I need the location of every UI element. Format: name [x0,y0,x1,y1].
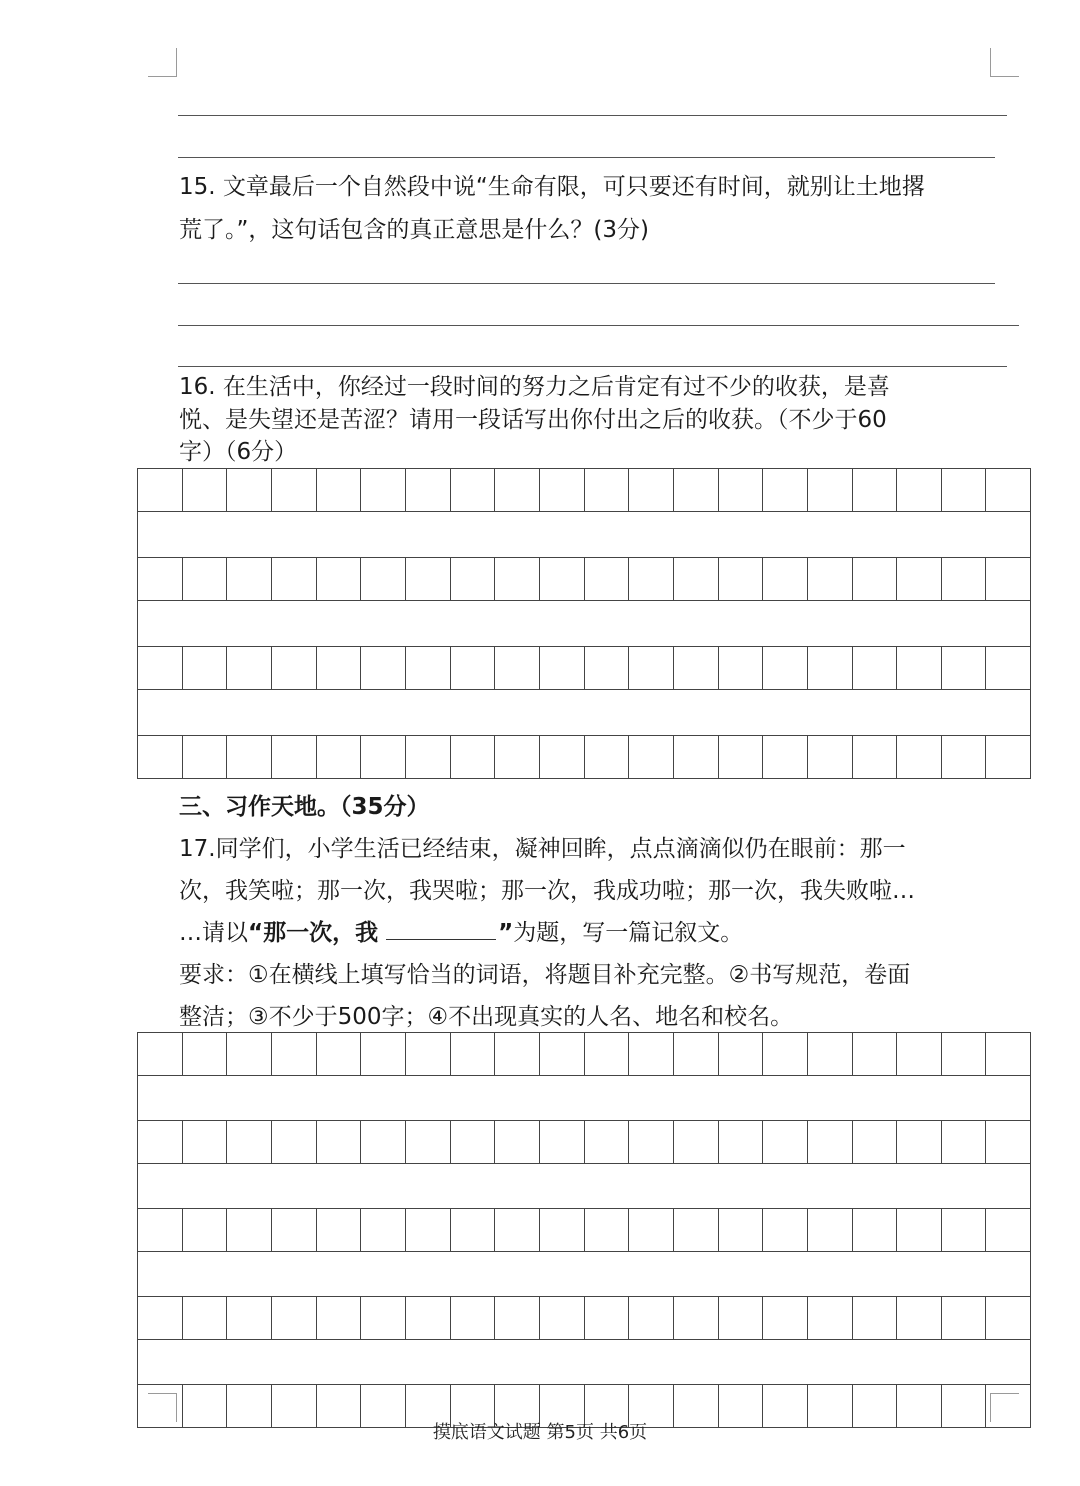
grid-cell[interactable] [942,1209,987,1251]
grid-cell[interactable] [674,736,719,778]
grid-cell[interactable] [763,1121,808,1163]
grid-cell[interactable] [361,1297,406,1339]
grid-cell[interactable] [585,647,630,689]
grid-cell[interactable] [853,1121,898,1163]
grid-cell[interactable] [138,1297,183,1339]
corner-mark-top-right [990,48,1019,77]
grid-cell[interactable] [808,647,853,689]
grid-cell[interactable] [897,1297,942,1339]
grid-cell-row[interactable] [137,468,1031,512]
grid-gap-row [137,512,1031,557]
grid-cell[interactable] [719,736,764,778]
grid-cell[interactable] [808,1121,853,1163]
grid-cell[interactable] [986,469,1030,511]
answer-line[interactable] [178,366,1007,367]
grid-cell[interactable] [719,558,764,600]
writing-grid-q16[interactable] [137,468,1031,779]
grid-cell-row[interactable] [137,557,1031,601]
grid-cell[interactable] [942,558,987,600]
grid-cell[interactable] [227,647,272,689]
grid-cell[interactable] [183,1033,228,1075]
grid-cell[interactable] [585,469,630,511]
grid-cell[interactable] [183,736,228,778]
grid-cell[interactable] [138,1209,183,1251]
grid-cell[interactable] [451,736,496,778]
grid-cell[interactable] [853,1297,898,1339]
grid-cell[interactable] [897,1033,942,1075]
grid-cell[interactable] [763,1033,808,1075]
grid-cell[interactable] [495,1209,540,1251]
grid-cell[interactable] [629,1033,674,1075]
grid-cell[interactable] [406,1121,451,1163]
question-15-line-1: 15. 文章最后一个自然段中说“生命有限，可只要还有时间，就别让土地撂 [179,174,925,200]
grid-cell[interactable] [986,1033,1030,1075]
grid-cell[interactable] [540,1121,585,1163]
grid-cell[interactable] [719,1297,764,1339]
grid-cell[interactable] [585,1297,630,1339]
grid-cell[interactable] [540,558,585,600]
grid-cell[interactable] [674,647,719,689]
grid-cell[interactable] [808,558,853,600]
grid-cell[interactable] [317,558,362,600]
grid-cell[interactable] [361,647,406,689]
grid-cell[interactable] [674,469,719,511]
essay-title-quote-end: ” [498,920,514,946]
grid-cell[interactable] [986,1121,1030,1163]
grid-cell[interactable] [942,1033,987,1075]
grid-cell[interactable] [406,1209,451,1251]
grid-cell[interactable] [272,1209,317,1251]
answer-line[interactable] [178,157,995,158]
grid-cell[interactable] [674,1209,719,1251]
grid-cell[interactable] [629,558,674,600]
grid-cell[interactable] [897,647,942,689]
grid-cell[interactable] [808,469,853,511]
grid-cell[interactable] [495,647,540,689]
grid-cell[interactable] [406,1297,451,1339]
grid-cell[interactable] [361,1209,406,1251]
grid-cell[interactable] [272,1121,317,1163]
grid-cell[interactable] [495,558,540,600]
grid-cell[interactable] [361,736,406,778]
grid-cell[interactable] [451,647,496,689]
answer-line[interactable] [178,283,995,284]
grid-cell[interactable] [406,647,451,689]
grid-cell[interactable] [808,1033,853,1075]
grid-cell[interactable] [361,469,406,511]
grid-cell[interactable] [361,1121,406,1163]
grid-cell[interactable] [138,647,183,689]
grid-cell[interactable] [540,1209,585,1251]
question-16-line-2: 悦、是失望还是苦涩？请用一段话写出你付出之后的收获。（不少于60 [179,407,887,433]
grid-cell[interactable] [272,558,317,600]
grid-cell[interactable] [629,736,674,778]
question-16-line-1: 16. 在生活中，你经过一段时间的努力之后肯定有过不少的收获，是喜 [179,374,890,400]
grid-cell[interactable] [317,647,362,689]
grid-cell[interactable] [227,1297,272,1339]
grid-cell[interactable] [227,736,272,778]
grid-cell[interactable] [317,1297,362,1339]
grid-cell[interactable] [272,1297,317,1339]
grid-cell[interactable] [495,736,540,778]
grid-cell[interactable] [808,1297,853,1339]
grid-cell[interactable] [674,1033,719,1075]
grid-cell[interactable] [272,469,317,511]
grid-cell[interactable] [227,1209,272,1251]
grid-cell[interactable] [674,558,719,600]
grid-cell[interactable] [451,1297,496,1339]
grid-cell[interactable] [138,1121,183,1163]
grid-cell[interactable] [942,1121,987,1163]
grid-cell[interactable] [986,1297,1030,1339]
grid-cell[interactable] [719,1033,764,1075]
corner-mark-top-left [148,48,177,77]
grid-cell[interactable] [495,1297,540,1339]
grid-cell[interactable] [719,469,764,511]
answer-line[interactable] [178,115,1007,116]
grid-cell[interactable] [272,647,317,689]
grid-cell-row[interactable] [137,1296,1031,1340]
grid-cell[interactable] [585,1033,630,1075]
title-fill-blank[interactable] [386,915,496,940]
grid-cell[interactable] [138,1033,183,1075]
grid-cell[interactable] [138,558,183,600]
question-16-line-3: 字）（6分） [179,439,298,465]
grid-cell[interactable] [763,469,808,511]
grid-cell[interactable] [451,1121,496,1163]
grid-cell[interactable] [361,1033,406,1075]
grid-cell[interactable] [585,558,630,600]
question-17-line-2: 次，我笑啦；那一次，我哭啦；那一次，我成功啦；那一次，我失败啦… [179,878,915,904]
grid-cell[interactable] [853,1209,898,1251]
grid-cell[interactable] [986,647,1030,689]
grid-cell[interactable] [540,647,585,689]
question-17-line-3 [179,912,743,954]
grid-cell[interactable] [317,1209,362,1251]
grid-cell[interactable] [540,736,585,778]
page-footer: 摸底语文试题 第5页 共6页 [432,1422,648,1443]
grid-cell[interactable] [853,736,898,778]
grid-cell[interactable] [719,647,764,689]
grid-cell[interactable] [183,647,228,689]
grid-cell[interactable] [317,1121,362,1163]
grid-gap-row [137,690,1031,735]
grid-cell[interactable] [808,736,853,778]
grid-cell[interactable] [361,558,406,600]
grid-cell[interactable] [897,1121,942,1163]
grid-cell[interactable] [495,1033,540,1075]
grid-gap-row [137,1164,1031,1209]
grid-cell[interactable] [942,1297,987,1339]
grid-cell-row[interactable] [137,1120,1031,1164]
grid-cell[interactable] [629,1209,674,1251]
grid-cell[interactable] [853,1033,898,1075]
grid-cell[interactable] [227,469,272,511]
grid-cell[interactable] [540,1297,585,1339]
grid-cell[interactable] [540,1033,585,1075]
question-17-line-3-suffix: 为题，写一篇记叙文。 [513,920,744,946]
grid-cell[interactable] [183,1121,228,1163]
grid-cell[interactable] [629,469,674,511]
grid-cell[interactable] [629,647,674,689]
grid-cell[interactable] [406,736,451,778]
grid-cell[interactable] [763,736,808,778]
grid-cell[interactable] [674,1121,719,1163]
grid-cell[interactable] [317,736,362,778]
grid-cell[interactable] [763,1297,808,1339]
grid-cell-row[interactable] [137,1208,1031,1252]
grid-cell[interactable] [853,469,898,511]
grid-cell[interactable] [227,558,272,600]
grid-cell[interactable] [942,736,987,778]
grid-cell-row[interactable] [137,1032,1031,1076]
grid-gap-row [137,1340,1031,1385]
grid-cell[interactable] [986,558,1030,600]
grid-cell[interactable] [897,469,942,511]
grid-cell[interactable] [272,736,317,778]
grid-cell[interactable] [853,558,898,600]
grid-cell[interactable] [451,469,496,511]
requirements-line-2: 整洁；③不少于500字；④不出现真实的人名、地名和校名。 [179,1004,794,1030]
grid-cell[interactable] [808,1209,853,1251]
grid-cell[interactable] [540,469,585,511]
writing-grid-q17[interactable] [137,1032,1031,1428]
essay-title-prefix: “那一次，我 [248,920,379,946]
grid-cell-row[interactable] [137,735,1031,779]
grid-cell[interactable] [942,469,987,511]
question-17-line-3-prefix: …请以 [179,920,248,946]
grid-cell[interactable] [183,1209,228,1251]
grid-cell[interactable] [853,647,898,689]
grid-cell[interactable] [986,736,1030,778]
answer-line[interactable] [178,325,1019,326]
grid-cell[interactable] [138,736,183,778]
grid-cell[interactable] [897,736,942,778]
grid-cell[interactable] [629,1121,674,1163]
grid-cell[interactable] [897,1209,942,1251]
grid-cell[interactable] [138,469,183,511]
grid-cell[interactable] [719,1209,764,1251]
grid-cell[interactable] [495,1121,540,1163]
grid-cell[interactable] [674,1297,719,1339]
grid-cell[interactable] [406,1033,451,1075]
grid-cell[interactable] [763,647,808,689]
grid-cell[interactable] [763,1209,808,1251]
grid-cell[interactable] [897,558,942,600]
grid-cell[interactable] [585,1121,630,1163]
section-3-title: 三、习作天地。（35分） [179,794,430,820]
question-17-line-1: 17.同学们，小学生活已经结束，凝神回眸，点点滴滴似仍在眼前：那一 [179,836,906,862]
requirements-line-1: 要求：①在横线上填写恰当的词语，将题目补充完整。②书写规范，卷面 [179,962,911,988]
grid-cell[interactable] [451,558,496,600]
grid-cell-row[interactable] [137,646,1031,690]
question-15-line-2: 荒了。”，这句话包含的真正意思是什么？(3分) [179,217,649,243]
grid-cell[interactable] [406,469,451,511]
grid-cell[interactable] [451,1033,496,1075]
grid-cell[interactable] [763,558,808,600]
grid-gap-row [137,601,1031,646]
grid-cell[interactable] [986,1209,1030,1251]
grid-cell[interactable] [719,1121,764,1163]
grid-cell[interactable] [183,469,228,511]
grid-gap-row [137,1252,1031,1297]
grid-cell[interactable] [227,1121,272,1163]
grid-cell[interactable] [629,1297,674,1339]
grid-cell[interactable] [942,647,987,689]
grid-cell[interactable] [495,469,540,511]
grid-cell[interactable] [585,736,630,778]
grid-cell[interactable] [183,558,228,600]
grid-cell[interactable] [406,558,451,600]
grid-cell[interactable] [227,1033,272,1075]
grid-cell[interactable] [272,1033,317,1075]
grid-cell[interactable] [585,1209,630,1251]
grid-cell[interactable] [183,1297,228,1339]
grid-cell[interactable] [317,1033,362,1075]
grid-cell[interactable] [451,1209,496,1251]
grid-gap-row [137,1076,1031,1121]
grid-cell[interactable] [317,469,362,511]
